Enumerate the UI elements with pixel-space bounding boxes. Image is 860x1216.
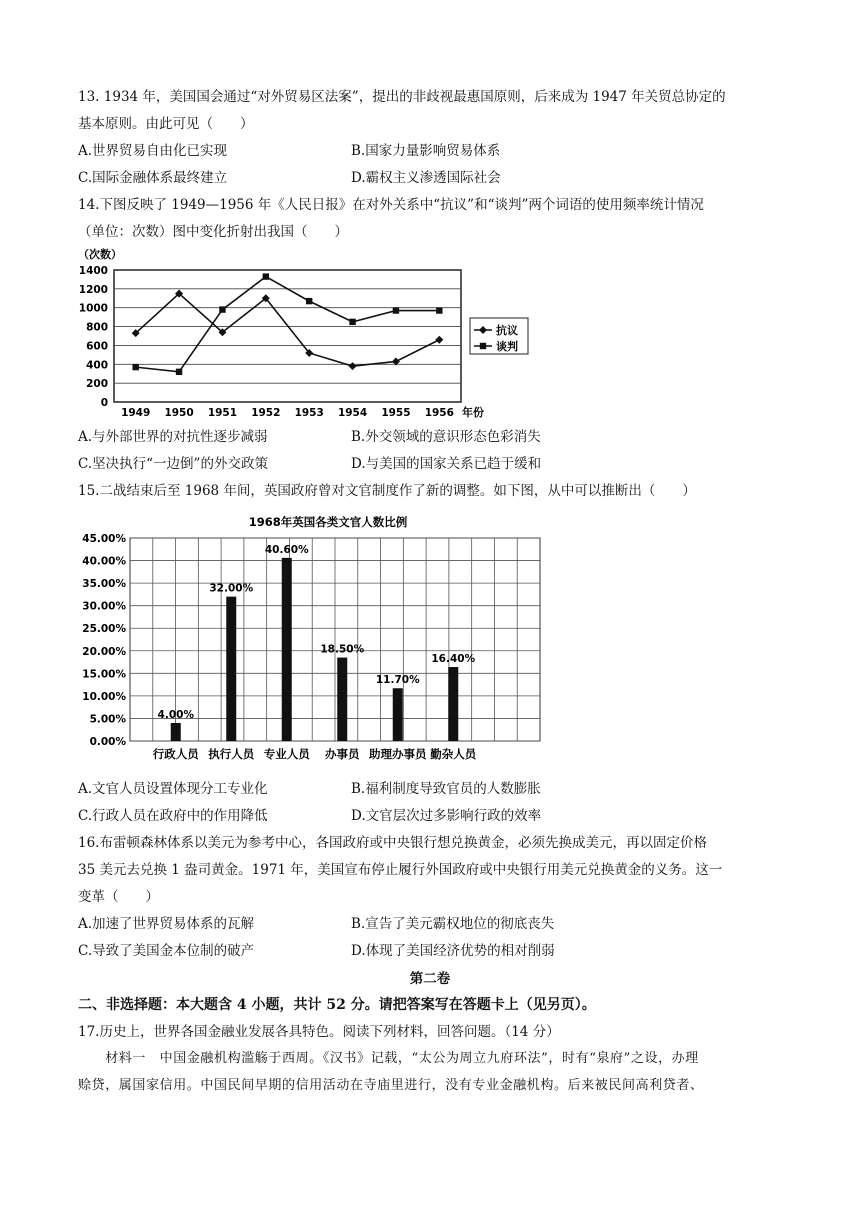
q16-stem-line2: 35 美元去兑换 1 盎司黄金。1971 年，美国宣布停止履行外国政府或中央银行用美元兑换黄金的义务。这一: [78, 862, 723, 878]
q13-option-d: D.霸权主义渗透国际社会: [351, 170, 501, 186]
q17-material-line2: 赊贷，属国家信用。中国民间早期的信用活动在寺庙里进行，没有专业金融机构。后来被民间高利贷者、: [78, 1078, 704, 1093]
line-chart-ylabel: （次数）: [78, 248, 122, 261]
bar-chart-bar: [282, 558, 292, 741]
q14-stem-line1: 14.下图反映了 1949—1956 年《人民日报》在对外关系中“抗议”和“谈判”两个词语的使用频率统计情况: [78, 197, 704, 213]
bar-chart-xtick: 办事员: [325, 747, 360, 761]
bar-chart-ytick: 45.00%: [82, 533, 126, 545]
line-chart-ytick: 1400: [78, 265, 108, 277]
line-chart-point: [132, 364, 138, 370]
bar-chart-ytick: 10.00%: [82, 690, 126, 703]
q15-stem-line1: 15.二战结束后至 1968 年间，英国政府曾对文官制度作了新的调整。如下图，从中可以推断出（ ）: [78, 483, 696, 499]
line-chart-xtick: 1950: [164, 407, 194, 419]
line-chart-point: [349, 362, 357, 370]
line-chart-ytick: 0: [100, 397, 108, 409]
q15-option-b: B.福利制度导致官员的人数膨胀: [351, 781, 541, 797]
line-chart-point: [176, 369, 182, 375]
volume-title: 第二卷: [409, 971, 451, 987]
line-chart-ytick: 1200: [78, 283, 108, 296]
bar-chart-bar: [171, 723, 181, 741]
bar-chart-data-label: 11.70%: [375, 674, 420, 687]
q16-stem-line3: 变革（ ）: [78, 889, 159, 905]
bar-chart-data-label: 32.00%: [209, 582, 254, 595]
q16-stem-line1: 16.布雷顿森林体系以美元为参考中心，各国政府或中央银行想兑换黄金，必须先换成美元，再以固定价格: [78, 835, 707, 851]
line-chart-xtick: 1955: [381, 407, 411, 419]
q15-option-c: C.行政人员在政府中的作用降低: [78, 808, 268, 824]
q15-option-d: D.文官层次过多影响行政的效率: [351, 808, 542, 824]
q17-material-line1: 材料一 中国金融机构滥觞于西周。《汉书》记载，“太公为周立九府环法”，时有“泉府”之设，办理: [78, 1051, 699, 1066]
q13-option-b: B.国家力量影响贸易体系: [351, 143, 501, 159]
bar-chart-ytick: 0.00%: [89, 736, 126, 748]
line-chart-xtick: 1953: [294, 407, 324, 419]
line-chart-xtick: 1951: [207, 407, 238, 419]
line-chart-ytick: 200: [86, 378, 108, 391]
bar-chart-data-label: 18.50%: [320, 643, 365, 656]
line-chart-point: [263, 273, 269, 279]
line-chart-plot-frame: [114, 270, 461, 402]
q16-option-d: D.体现了美国经济优势的相对削弱: [351, 943, 555, 959]
line-chart-point: [435, 336, 443, 344]
bar-chart-ytick: 35.00%: [82, 578, 126, 591]
line-chart-legend-label: 谈判: [496, 340, 518, 353]
bar-chart-xtick: 专业人员: [263, 747, 310, 761]
line-chart-series-1-line: [136, 294, 440, 367]
bar-chart-data-label: 16.40%: [431, 653, 476, 666]
line-chart-ytick: 400: [86, 359, 108, 372]
bar-chart-bar: [448, 667, 458, 741]
q13-stem-line2: 基本原则。由此可见（ ）: [78, 116, 254, 132]
line-chart-xtick: 1956: [424, 407, 454, 419]
line-chart-point: [349, 319, 355, 325]
bar-chart-xtick: 执行人员: [208, 747, 255, 761]
line-chart-legend-marker: [480, 343, 486, 349]
line-chart-point: [436, 307, 442, 313]
bar-chart: [78, 508, 548, 770]
q14-stem-line2: （单位：次数）图中变化折射出我国（ ）: [78, 224, 348, 240]
q14-option-b: B.外交领域的意识形态色彩消失: [351, 429, 541, 445]
bar-chart-ytick: 20.00%: [82, 645, 126, 658]
q16-option-b: B.宣告了美元霸权地位的彻底丧失: [351, 916, 555, 932]
line-chart-ytick: 800: [86, 321, 108, 334]
line-chart-point: [219, 306, 225, 312]
q13-stem-line1: 13. 1934 年，美国国会通过“对外贸易区法案”，提出的非歧视最惠国原则，后来成为 1947 年关贸总协定的: [78, 89, 726, 105]
bar-chart-bar: [337, 658, 347, 741]
bar-chart-data-label: 4.00%: [157, 708, 194, 721]
bar-chart-xtick: 勤杂人员: [430, 747, 477, 761]
q16-option-a: A.加速了世界贸易体系的瓦解: [78, 916, 255, 932]
q16-option-c: C.导致了美国金本位制的破产: [78, 943, 255, 959]
line-chart-xtick: 1952: [251, 407, 281, 419]
bar-chart-ytick: 15.00%: [82, 668, 126, 681]
bar-chart-bar: [226, 597, 236, 741]
q14-option-a: A.与外部世界的对抗性逐步减弱: [78, 429, 268, 445]
bar-chart-bar: [393, 688, 403, 741]
bar-chart-ytick: 30.00%: [82, 600, 126, 613]
line-chart: [78, 242, 538, 424]
q17-stem: 17.历史上，世界各国金融业发展各具特色。阅读下列材料，回答问题。（14 分）: [78, 1024, 560, 1040]
q15-option-a: A.文官人员设置体现分工专业化: [78, 781, 268, 797]
section-heading: 二、非选择题：本大题含 4 小题，共计 52 分。请把答案写在答题卡上（见另页）。: [78, 997, 596, 1013]
bar-chart-xtick: 助理办事员: [369, 747, 427, 761]
line-chart-xtick: 1949: [121, 407, 151, 419]
bar-chart-ytick: 25.00%: [82, 623, 126, 636]
bar-chart-ytick: 40.00%: [82, 555, 126, 568]
bar-chart-ytick: 5.00%: [89, 713, 126, 726]
line-chart-series-2-line: [136, 277, 440, 372]
bar-chart-data-label: 40.60%: [264, 543, 309, 556]
line-chart-point: [393, 307, 399, 313]
line-chart-point: [306, 298, 312, 304]
line-chart-xtick: 1954: [337, 407, 368, 419]
line-chart-ytick: 600: [86, 340, 108, 353]
q13-option-a: A.世界贸易自由化已实现: [78, 143, 228, 159]
bar-chart-title: 1968年英国各类文官人数比例: [248, 515, 408, 529]
line-chart-xlabel: 年份: [462, 406, 484, 419]
line-chart-ytick: 1000: [78, 302, 108, 315]
q13-option-c: C.国际金融体系最终建立: [78, 170, 228, 186]
line-chart-legend-label: 抗议: [496, 324, 518, 337]
q14-option-c: C.坚决执行“一边倒”的外交政策: [78, 456, 268, 472]
q14-option-d: D.与美国的国家关系已趋于缓和: [351, 456, 542, 472]
bar-chart-xtick: 行政人员: [152, 747, 199, 761]
